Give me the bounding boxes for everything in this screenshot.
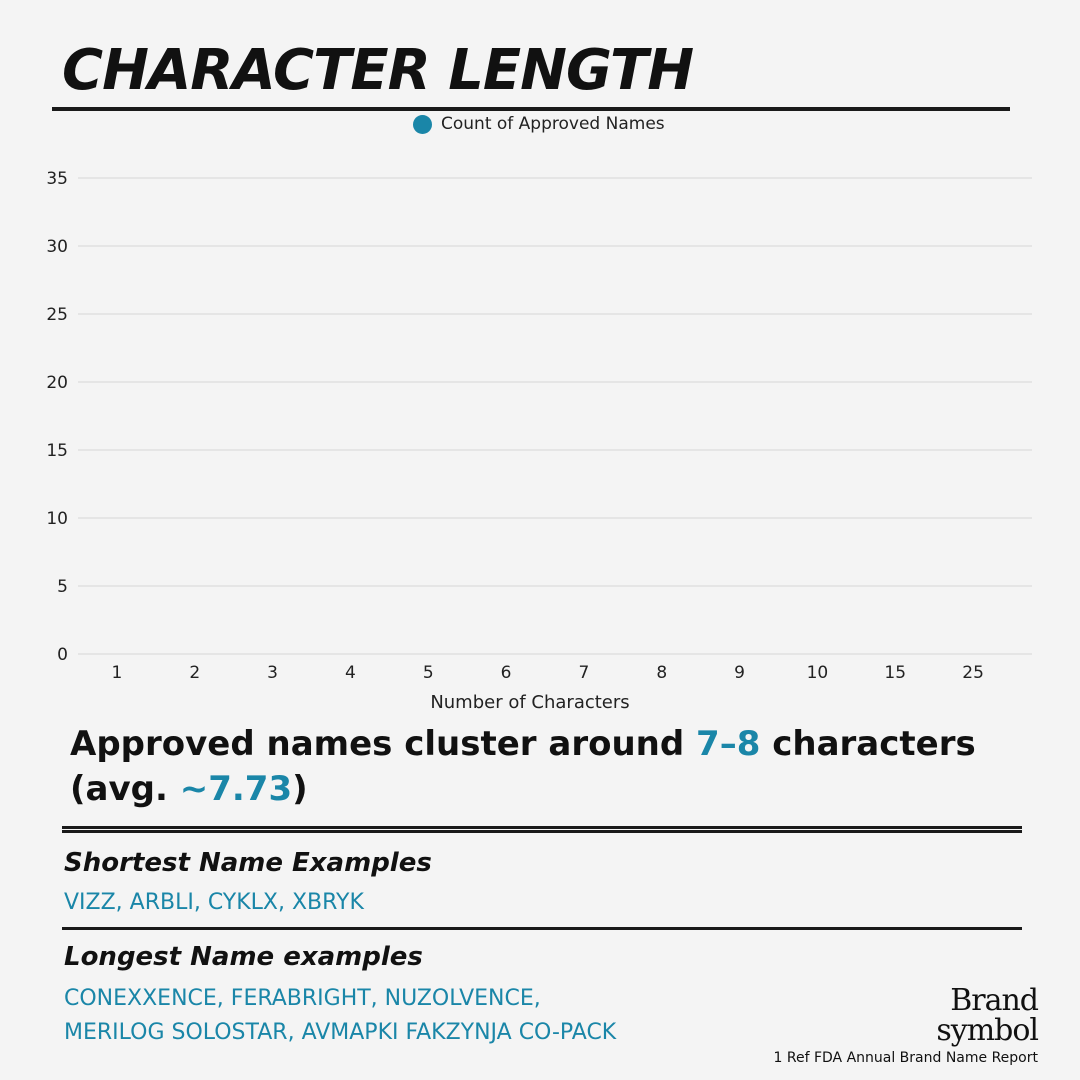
section-divider	[62, 927, 1022, 930]
section-divider-double	[62, 826, 1022, 829]
x-tick-label: 9	[734, 663, 745, 683]
shortest-names-title: Shortest Name Examples	[64, 848, 432, 878]
x-tick-label: 10	[806, 663, 829, 683]
longest-names-title: Longest Name examples	[64, 942, 423, 972]
shortest-names-list: VIZZ, ARBLI, CYKLX, XBRYK	[64, 890, 364, 915]
headline-text-2: characters	[760, 724, 976, 764]
y-tick-label: 20	[46, 373, 68, 393]
x-tick-label: 3	[267, 663, 278, 683]
page-title: CHARACTER LENGTH	[62, 38, 694, 103]
headline-text-1: Approved names cluster around	[70, 724, 697, 764]
y-tick-label: 25	[46, 305, 68, 325]
y-tick-label: 15	[46, 441, 68, 461]
headline-text-4: )	[292, 769, 308, 809]
brand-symbol-logo	[936, 983, 1038, 1048]
title-divider	[52, 107, 1010, 111]
headline-highlight-range: 7–8	[696, 724, 761, 764]
x-tick-label: 4	[345, 663, 356, 683]
logo-line-2: symbol	[936, 1013, 1038, 1048]
x-tick-label: 8	[656, 663, 668, 683]
bar-chart	[0, 150, 1080, 720]
y-tick-label: 5	[57, 577, 68, 597]
y-tick-label: 0	[57, 645, 68, 665]
x-tick-label: 25	[962, 663, 984, 683]
y-tick-label: 10	[46, 509, 68, 529]
x-tick-label: 1	[111, 663, 123, 683]
source-note: 1 Ref FDA Annual Brand Name Report	[773, 1050, 1038, 1066]
headline-highlight-average: ~7.73	[179, 769, 293, 809]
longest-names-line-2: MERILOG SOLOSTAR, AVMAPKI FAKZYNJA CO-PACK	[64, 1020, 617, 1045]
x-tick-label: 2	[189, 663, 201, 683]
longest-names-line-1: CONEXXENCE, FERABRIGHT, NUZOLVENCE,	[64, 986, 541, 1011]
logo-line-1: Brand	[950, 983, 1038, 1018]
x-axis-label: Number of Characters	[430, 692, 630, 713]
legend-swatch	[413, 115, 432, 134]
y-tick-label: 35	[46, 169, 68, 189]
legend-label: Count of Approved Names	[441, 114, 665, 134]
x-tick-label: 15	[884, 663, 907, 683]
x-tick-label: 5	[422, 663, 434, 683]
x-tick-label: 6	[500, 663, 512, 683]
headline	[70, 722, 1020, 812]
x-tick-label: 7	[578, 663, 590, 683]
chart-legend	[413, 113, 665, 135]
headline-text-3: (avg.	[70, 769, 180, 809]
y-tick-label: 30	[46, 237, 68, 257]
